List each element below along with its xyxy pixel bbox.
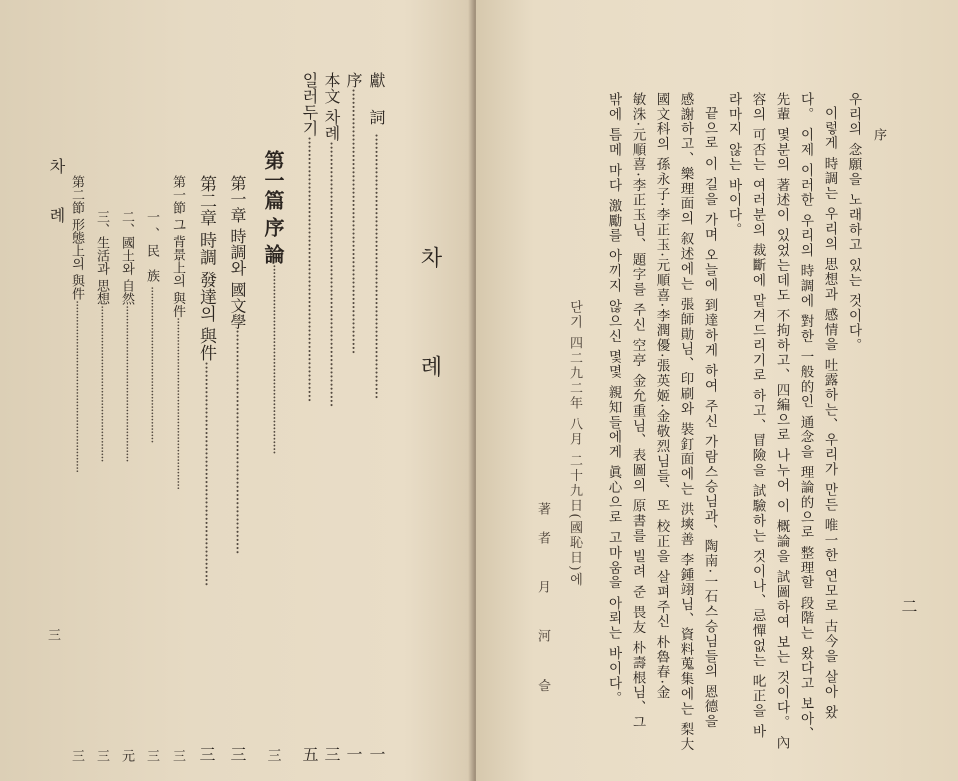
toc-entry[interactable]: 一、民 族 ·················································· 三 <box>144 210 159 762</box>
toc-title: 차 례 <box>417 246 442 417</box>
text-line: 다。 이제 이러한 우리의 時調에 對한 一般的인 通念을 理論的으로 整理할 段階는 왔다고 보아、 <box>797 92 814 742</box>
text-line: 끝으로 이 길을 가며 오늘에 到達하게 하여 주신 가람스승님과、陶南·一石스승님들의 恩德을 <box>701 106 718 730</box>
text-line: 國文科의 孫永子·李正玉·元順喜·李潤優·張英姬·金敬烈님들、또 校正을 살펴주신 朴魯春·金 <box>653 92 670 701</box>
toc-entry[interactable]: 三、生活과 思想 ·················································· 三 <box>94 210 109 762</box>
toc-entry[interactable]: 第二節 形態上의 與件 ······················································· 三 <box>69 175 84 762</box>
left-page <box>0 0 476 781</box>
text-line: 이렇게 時調는 우리의 思想과 感情을 吐露하는、우리가 만든 唯一한 연모로 古今을 살아 왔 <box>821 106 838 720</box>
folio-right: 二 <box>899 598 918 614</box>
toc-entry[interactable]: 二、國土와 自然 ·················································· 元 <box>119 210 134 762</box>
text-line: 容의 可否는 여러분의 裁斷에 맡겨드리기로 하고、冒險을 試驗하는 것이나、忌憚없는 叱正을 바 <box>749 92 766 740</box>
text-line: 感謝하고、樂理面의 叙述에는 張師勛님、印刷와 裝釘面에는 洪塽善 李鍾翊님、資料蒐集에는 梨大 <box>677 92 694 752</box>
running-header: 序 <box>871 128 886 141</box>
text-line: 敏洙·元順喜·李正玉님、題字를 주신 空亭 金允重님、表圖의 原書를 빌려 준 畏友 朴壽根님、그 <box>629 92 646 731</box>
text-line: 先輩 몇분의 著述이 있었는데도 不拘하고、四編으로 나누어 이 概論을 試圖하여 보는 것이다。 內 <box>773 92 790 751</box>
date-line: 단기 四二九二年 八月 二十九日(國恥日)에 <box>567 300 582 588</box>
right-page <box>476 0 958 781</box>
toc-entry[interactable]: 第一篇 序 論 ······················································· 三 <box>261 150 285 762</box>
toc-entry[interactable]: 第二章 時調 發達의 與件 ······················································· 三 <box>196 175 216 762</box>
text-line: 우리의 念願을 노래하고 있는 것이다。 <box>845 92 862 354</box>
toc-entry[interactable]: 本文 차례 ································································· 三 <box>322 72 341 762</box>
running-header: 차 례 <box>47 158 66 238</box>
text-line: 라마지 않는 바이다。 <box>725 92 742 238</box>
toc-entry[interactable]: 第一節 그 背景上의 與件 ······················································· 三 <box>170 175 185 762</box>
author-line: 著者 月 河 슬 <box>535 502 550 708</box>
text-line: 밖에 틈메 마다 激勵를 아끼지 않으신 몇몇 親知들에게 眞心으로 고마움을 아뢰는 바이다。 <box>605 92 622 706</box>
toc-entry[interactable]: 獻 詞 ································································· 一 <box>367 72 386 762</box>
toc-entry[interactable]: 序 ································································· 一 <box>344 72 363 762</box>
toc-entry[interactable]: 일러두기 ································································· 五 <box>300 72 319 762</box>
folio-left: 三 <box>45 628 60 641</box>
toc-entry[interactable]: 第一章 時調와 國文學 ······················································· 三 <box>228 175 247 762</box>
